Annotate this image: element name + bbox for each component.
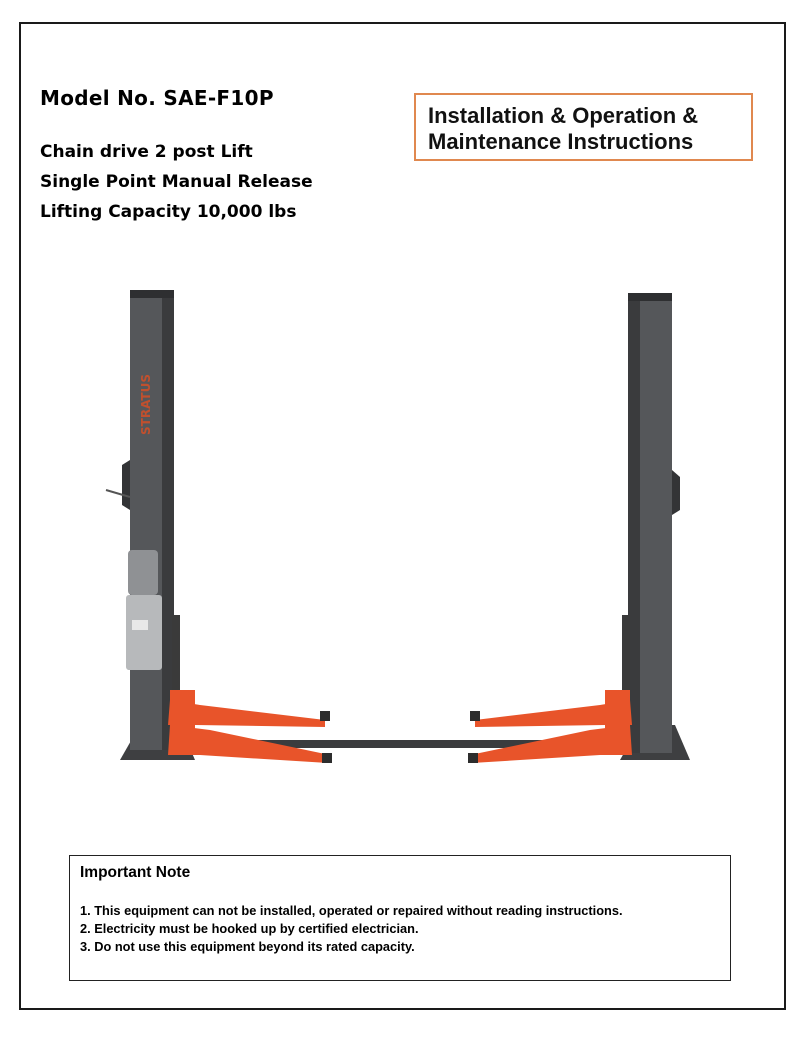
- right-arms: [468, 690, 632, 763]
- important-note-box: [69, 855, 731, 981]
- note-title: Important Note: [80, 864, 191, 881]
- note-item: 1. This equipment can not be installed, operated or repaired without reading instructions.: [80, 903, 623, 918]
- title-line-1: Installation & Operation &: [428, 103, 699, 128]
- spec-capacity: Lifting Capacity 10,000 lbs: [40, 202, 297, 222]
- left-post: [120, 290, 195, 760]
- model-number: Model No. SAE-F10P: [40, 86, 274, 110]
- spec-release: Single Point Manual Release: [40, 172, 313, 192]
- note-item: 3. Do not use this equipment beyond its rated capacity.: [80, 939, 415, 954]
- spec-drive: Chain drive 2 post Lift: [40, 142, 253, 162]
- document-title-box: [414, 93, 753, 161]
- lift-illustration: [100, 285, 700, 775]
- brand-logo-left: STRATUS: [139, 374, 153, 435]
- spec-list: [40, 140, 313, 230]
- left-arms: [168, 690, 332, 763]
- right-post: [620, 293, 690, 760]
- title-line-2: Maintenance Instructions: [428, 129, 694, 154]
- note-item: 2. Electricity must be hooked up by certified electrician.: [80, 921, 419, 936]
